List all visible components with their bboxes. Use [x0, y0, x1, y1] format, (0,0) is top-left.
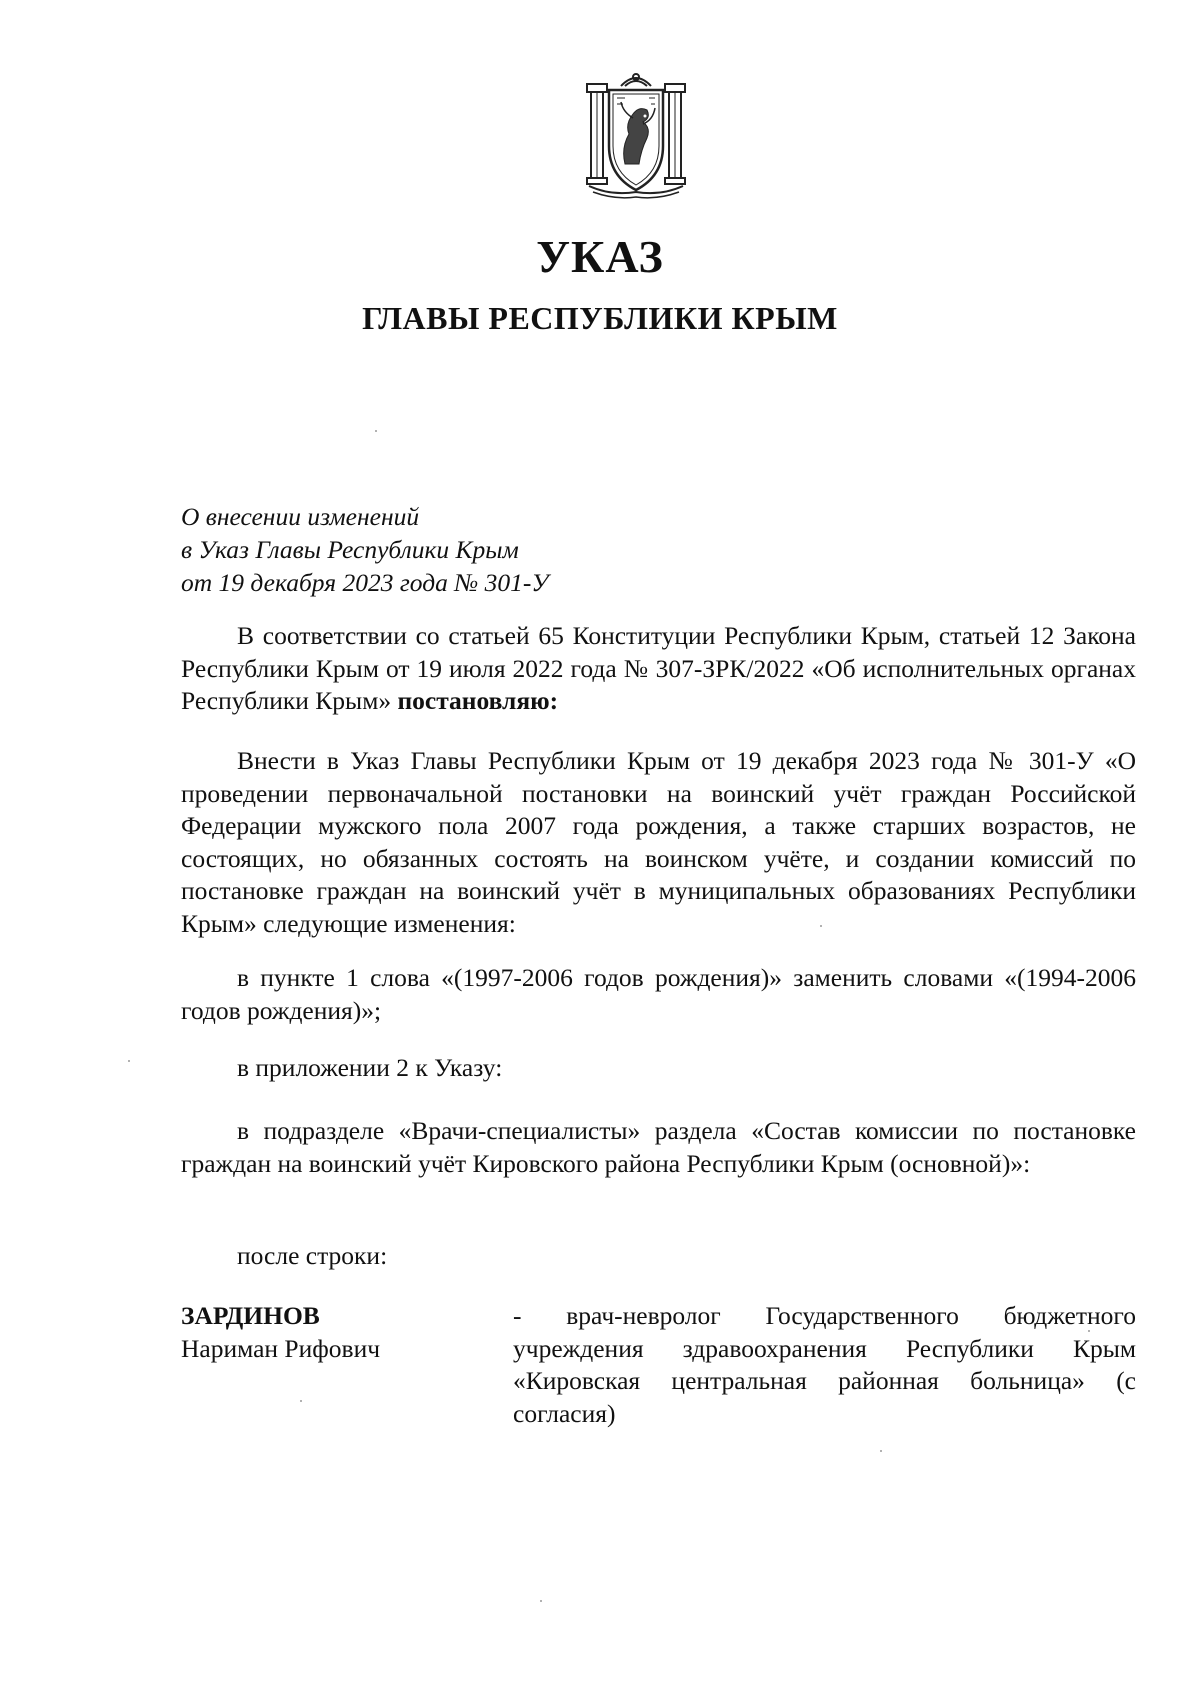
amendment-intro-text: Внести в Указ Главы Республики Крым от 19 декабря 2023 года № 301-У «О проведении первоначальной постановки на воинский учёт граждан Российской Федерации мужского пола 2007 года рождения, а также старших возрастов, не состоящих, но обязанных состоять на воинском учёте, и создании комиссий по постановке граждан на воинский учёт в муниципальных образованиях Республики Крым» следующие изменения: — [181, 746, 1136, 938]
after-line-text: после строки: — [237, 1241, 388, 1270]
appendix-text: в приложении 2 к Указу: — [237, 1053, 503, 1082]
after-line-paragraph — [181, 1240, 1136, 1273]
preamble-text: В соответствии со статьей 65 Конституции Республики Крым, статьей 12 Закона Республики Крым от 19 июля 2022 года № 307-ЗРК/2022 «Об исполнительных органах Республики Крым» — [181, 621, 1136, 715]
subject-line: в Указ Главы Республики Крым — [181, 535, 519, 564]
scan-speck — [540, 1600, 542, 1602]
point1-text: в пункте 1 слова «(1997-2006 годов рождения)» заменить словами «(1994-2006 годов рождения)»; — [181, 963, 1136, 1025]
document-subject — [181, 500, 549, 599]
member-name — [181, 1300, 380, 1365]
amendment-intro-paragraph — [181, 745, 1136, 940]
subsection-paragraph — [181, 1115, 1136, 1180]
scan-speck — [1088, 1330, 1090, 1332]
appendix-paragraph — [181, 1052, 1136, 1085]
subject-line: от 19 декабря 2023 года № 301-У — [181, 568, 549, 597]
subject-line: О внесении изменений — [181, 502, 420, 531]
member-given-names: Нариман Рифович — [181, 1333, 381, 1363]
scan-speck — [128, 1060, 130, 1062]
scan-speck — [375, 430, 377, 432]
member-surname: ЗАРДИНОВ — [181, 1301, 320, 1330]
scan-speck — [300, 1400, 302, 1402]
scan-speck — [880, 1450, 882, 1452]
crimea-coat-of-arms-icon — [581, 68, 691, 200]
subsection-text: в подразделе «Врачи-специалисты» раздела «Состав комиссии по постановке граждан на воинский учёт Кировского района Республики Крым (основной)»: — [181, 1116, 1136, 1178]
decree-word: постановляю: — [397, 686, 559, 715]
member-position: - врач-невролог Государственного бюджетного учреждения здравоохранения Республики Крым «Кировская центральная районная больница» (с согласия) — [513, 1301, 1136, 1428]
scan-speck — [820, 925, 822, 927]
document-title: УКАЗ — [536, 231, 664, 282]
preamble-paragraph — [181, 620, 1136, 718]
point1-paragraph — [181, 962, 1136, 1027]
document-issuer: ГЛАВЫ РЕСПУБЛИКИ КРЫМ — [362, 300, 838, 336]
